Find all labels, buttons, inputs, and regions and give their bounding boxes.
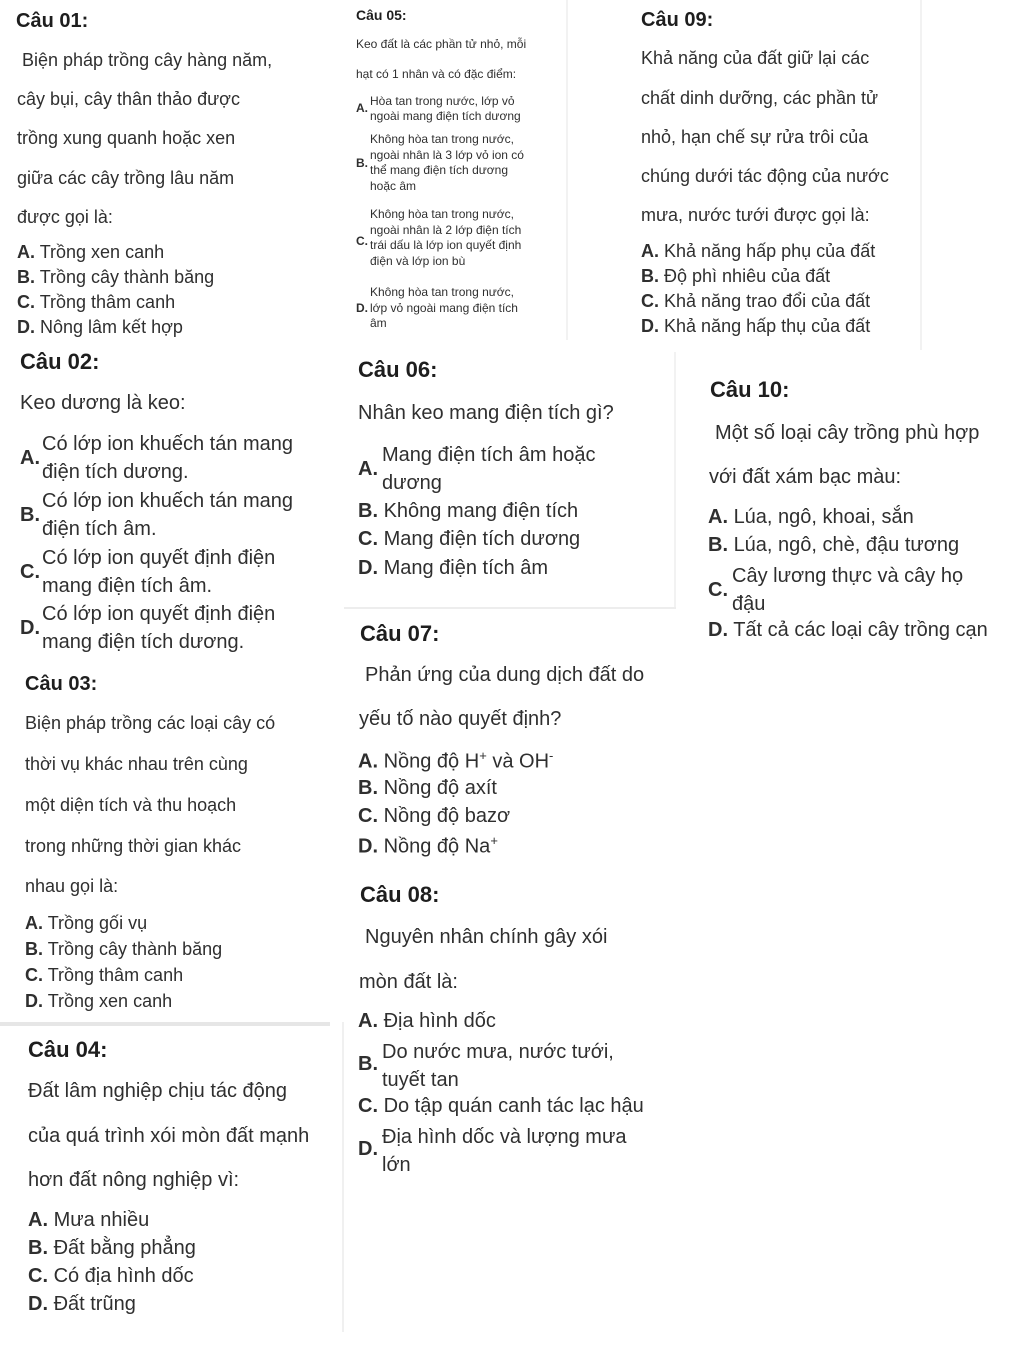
option-text: Mang điện tích âm hoặc dương bbox=[382, 444, 596, 494]
option-key: C. bbox=[20, 561, 40, 583]
option-key: D. bbox=[708, 619, 728, 641]
option-text: Không hòa tan trong nước, ngoài nhân là 3 lớp vỏ ion có thể mang điện tích dương hoặc âm bbox=[370, 132, 524, 193]
question-text: chất dinh dưỡng, các phần tử bbox=[641, 88, 879, 108]
divider bbox=[920, 0, 922, 350]
superscript-plus: + bbox=[479, 748, 487, 763]
option-text: Trồng cây thành băng bbox=[39, 267, 215, 287]
option-key: D. bbox=[358, 557, 378, 579]
option-key: A. bbox=[358, 750, 378, 773]
answer-option-c[interactable] bbox=[356, 205, 556, 281]
answer-option-d[interactable] bbox=[356, 283, 556, 339]
option-text: Nồng độ Na bbox=[383, 835, 491, 858]
option-text: Có lớp ion khuếch tán mang điện tích dương. bbox=[42, 433, 294, 483]
option-key: C. bbox=[358, 805, 378, 827]
option-text: Lúa, ngô, khoai, sắn bbox=[733, 506, 914, 528]
option-key: B. bbox=[28, 1237, 48, 1259]
option-key: D. bbox=[641, 316, 659, 336]
option-key: B. bbox=[708, 534, 728, 556]
option-key: C. bbox=[641, 291, 659, 311]
option-text: Nồng độ H bbox=[383, 750, 480, 773]
option-key: A. bbox=[17, 242, 35, 262]
question-text: Nhân keo mang điện tích gì? bbox=[358, 402, 614, 424]
option-text: Do nước mưa, nước tưới, tuyết tan bbox=[382, 1041, 614, 1091]
question-title: Câu 10: bbox=[710, 377, 790, 402]
option-text: Không mang điện tích bbox=[383, 500, 579, 522]
divider bbox=[342, 1022, 344, 1332]
option-key: C. bbox=[356, 234, 368, 248]
question-title: Câu 08: bbox=[360, 882, 440, 907]
answer-option-a[interactable] bbox=[358, 748, 553, 774]
option-key: C. bbox=[358, 1095, 378, 1117]
answer-option-d[interactable] bbox=[708, 619, 988, 642]
option-key: A. bbox=[356, 101, 368, 115]
answer-option-b[interactable] bbox=[28, 1237, 196, 1260]
question-text: trồng xung quanh hoặc xen bbox=[17, 128, 236, 148]
question-text: nhỏ, hạn chế sự rửa trôi của bbox=[641, 127, 869, 147]
answer-option-a[interactable] bbox=[358, 1010, 496, 1033]
answer-option-b[interactable] bbox=[708, 534, 959, 557]
question-title: Câu 09: bbox=[641, 9, 714, 31]
question-text: nhau gọi là: bbox=[25, 876, 119, 896]
option-text: Trồng gối vụ bbox=[47, 913, 148, 933]
answer-option-d[interactable] bbox=[358, 1123, 668, 1179]
option-key: B. bbox=[17, 267, 35, 287]
answer-option-d[interactable] bbox=[358, 557, 548, 580]
option-text: Đất trũng bbox=[53, 1293, 136, 1315]
option-text: Có lớp ion quyết định điện mang điện tích âm. bbox=[42, 547, 276, 597]
superscript-plus: + bbox=[490, 833, 498, 848]
option-text: và OH bbox=[486, 750, 550, 773]
question-text: Khả năng của đất giữ lại các bbox=[641, 48, 870, 68]
question-text: được gọi là: bbox=[17, 207, 113, 227]
question-title: Câu 04: bbox=[28, 1037, 108, 1062]
divider bbox=[566, 0, 568, 340]
option-text: Do tập quán canh tác lạc hậu bbox=[383, 1095, 644, 1117]
question-text: Keo dương là keo: bbox=[20, 392, 186, 414]
option-text: Nồng độ axít bbox=[383, 777, 497, 799]
option-text: Cây lương thực và cây họ đậu bbox=[732, 565, 964, 615]
option-key: B. bbox=[358, 500, 378, 522]
option-text: Có địa hình dốc bbox=[53, 1265, 194, 1287]
answer-option-b[interactable] bbox=[356, 130, 556, 202]
answer-option-a[interactable] bbox=[17, 242, 164, 263]
option-text: Tất cả các loại cây trồng cạn bbox=[733, 619, 988, 641]
question-text: Nguyên nhân chính gây xói bbox=[365, 926, 608, 948]
question-text: thời vụ khác nhau trên cùng bbox=[25, 754, 248, 774]
option-key: A. bbox=[28, 1209, 48, 1231]
question-text: yếu tố nào quyết định? bbox=[359, 708, 562, 730]
answer-option-a[interactable] bbox=[356, 92, 556, 128]
option-key: A. bbox=[708, 506, 728, 528]
divider bbox=[674, 352, 676, 607]
question-text: của quá trình xói mòn đất mạnh bbox=[28, 1125, 310, 1147]
question-text: mòn đất là: bbox=[359, 971, 458, 993]
option-text: Khả năng hấp thụ của đất bbox=[664, 316, 871, 336]
question-text: chúng dưới tác động của nước bbox=[641, 166, 889, 186]
answer-option-a[interactable] bbox=[641, 241, 875, 262]
question-text: hơn đất nông nghiệp vì: bbox=[28, 1169, 240, 1191]
option-text: Có lớp ion khuếch tán mang điện tích âm. bbox=[42, 490, 294, 540]
answer-option-c[interactable] bbox=[28, 1265, 194, 1288]
answer-option-c[interactable] bbox=[358, 528, 580, 551]
option-text: Lúa, ngô, chè, đậu tương bbox=[733, 534, 960, 556]
option-text: Độ phì nhiêu của đất bbox=[664, 266, 831, 286]
option-key: A. bbox=[641, 241, 659, 261]
question-title: Câu 07: bbox=[360, 621, 440, 646]
option-key: C. bbox=[25, 965, 43, 985]
answer-option-c[interactable] bbox=[25, 965, 183, 986]
answer-option-d[interactable] bbox=[20, 600, 330, 656]
option-text: Trồng xen canh bbox=[39, 242, 165, 262]
option-key: B. bbox=[358, 777, 378, 799]
answer-option-a[interactable] bbox=[708, 506, 914, 529]
question-title: Câu 03: bbox=[25, 673, 98, 695]
answer-option-c[interactable] bbox=[641, 291, 870, 312]
option-text: Trồng cây thành băng bbox=[47, 939, 223, 959]
question-text: trong những thời gian khác bbox=[25, 836, 241, 856]
answer-option-a[interactable] bbox=[25, 913, 147, 934]
question-text: một diện tích và thu hoạch bbox=[25, 795, 237, 815]
answer-option-b[interactable] bbox=[358, 777, 497, 800]
option-key: D. bbox=[28, 1293, 48, 1315]
question-text: hạt có 1 nhân và có đặc điểm: bbox=[356, 67, 517, 81]
divider bbox=[0, 1022, 330, 1026]
option-text: Đất bằng phẳng bbox=[53, 1237, 196, 1259]
answer-option-b[interactable] bbox=[641, 266, 830, 287]
answer-option-b[interactable] bbox=[25, 939, 222, 960]
option-text: Hòa tan trong nước, lớp vỏ ngoài mang điện tích dương bbox=[370, 94, 521, 123]
question-text: Phản ứng của dung dịch đất do bbox=[365, 664, 645, 686]
question-text: cây bụi, cây thân thảo được bbox=[17, 89, 240, 109]
answer-option-a[interactable] bbox=[358, 441, 658, 497]
option-text: Địa hình dốc bbox=[383, 1010, 496, 1032]
option-key: D. bbox=[17, 317, 35, 337]
option-key: B. bbox=[25, 939, 43, 959]
question-title: Câu 02: bbox=[20, 349, 100, 374]
option-text: Không hòa tan trong nước, lớp vỏ ngoài mang điện tích âm bbox=[370, 285, 518, 330]
answer-option-d[interactable] bbox=[641, 316, 870, 337]
option-text: Mang điện tích dương bbox=[383, 528, 581, 550]
question-text: Biện pháp trồng các loại cây có bbox=[25, 713, 276, 733]
option-key: D. bbox=[358, 835, 378, 858]
answer-option-b[interactable] bbox=[358, 500, 578, 523]
option-key: B. bbox=[20, 504, 40, 526]
answer-option-a[interactable] bbox=[20, 430, 330, 486]
answer-option-c[interactable] bbox=[358, 1095, 644, 1118]
answer-option-b[interactable] bbox=[20, 487, 330, 543]
question-title: Câu 05: bbox=[356, 7, 407, 23]
answer-option-c[interactable] bbox=[17, 292, 175, 313]
question-title: Câu 01: bbox=[16, 10, 89, 32]
answer-option-c[interactable] bbox=[358, 805, 510, 828]
question-text: Biện pháp trồng cây hàng năm, bbox=[22, 50, 273, 70]
question-text: mưa, nước tưới được gọi là: bbox=[641, 205, 870, 225]
option-text: Mang điện tích âm bbox=[383, 557, 549, 579]
option-key: C. bbox=[17, 292, 35, 312]
answer-option-c[interactable] bbox=[20, 544, 330, 600]
question-title: Câu 06: bbox=[358, 357, 438, 382]
option-key: A. bbox=[358, 458, 378, 480]
option-key: C. bbox=[358, 528, 378, 550]
answer-option-d[interactable] bbox=[358, 833, 498, 859]
option-key: A. bbox=[25, 913, 43, 933]
option-key: D. bbox=[358, 1138, 378, 1160]
option-key: D. bbox=[356, 301, 368, 315]
option-text: Trồng xen canh bbox=[47, 991, 173, 1011]
option-key: B. bbox=[356, 156, 368, 170]
option-key: A. bbox=[358, 1010, 378, 1032]
question-text: với đất xám bạc màu: bbox=[709, 466, 902, 488]
option-text: Mưa nhiều bbox=[53, 1209, 150, 1231]
option-key: C. bbox=[28, 1265, 48, 1287]
option-key: C. bbox=[708, 579, 728, 601]
superscript-minus: - bbox=[549, 748, 554, 763]
option-key: B. bbox=[358, 1053, 378, 1075]
answer-option-b[interactable] bbox=[17, 267, 214, 288]
option-text: Nông lâm kết hợp bbox=[40, 317, 183, 337]
answer-option-d[interactable] bbox=[28, 1293, 136, 1316]
answer-option-d[interactable] bbox=[25, 991, 172, 1012]
question-text: Keo đất là các phần tử nhỏ, mỗi bbox=[356, 37, 527, 51]
option-text: Trồng thâm canh bbox=[39, 292, 176, 312]
answer-option-c[interactable] bbox=[708, 562, 1008, 618]
option-key: D. bbox=[25, 991, 43, 1011]
option-text: Không hòa tan trong nước, ngoài nhân là 2 lớp điện tích trái dấu là lớp ion quyết định điện và lớp ion bù bbox=[370, 207, 522, 268]
option-text: Có lớp ion quyết định điện mang điện tích dương. bbox=[42, 603, 276, 653]
option-text: Nồng độ bazơ bbox=[383, 805, 511, 827]
option-text: Khả năng hấp phụ của đất bbox=[664, 241, 876, 261]
question-text: giữa các cây trồng lâu năm bbox=[17, 168, 235, 188]
option-text: Khả năng trao đổi của đất bbox=[664, 291, 871, 311]
option-key: B. bbox=[641, 266, 659, 286]
divider bbox=[344, 607, 676, 609]
question-text: Đất lâm nghiệp chịu tác động bbox=[28, 1080, 288, 1102]
answer-option-d[interactable] bbox=[17, 317, 183, 338]
option-text: Địa hình dốc và lượng mưa lớn bbox=[382, 1126, 627, 1176]
option-text: Trồng thâm canh bbox=[47, 965, 184, 985]
option-key: A. bbox=[20, 447, 40, 469]
answer-option-b[interactable] bbox=[358, 1038, 668, 1094]
answer-option-a[interactable] bbox=[28, 1209, 149, 1232]
question-text: Một số loại cây trồng phù hợp bbox=[715, 422, 980, 444]
option-key: D. bbox=[20, 617, 40, 639]
